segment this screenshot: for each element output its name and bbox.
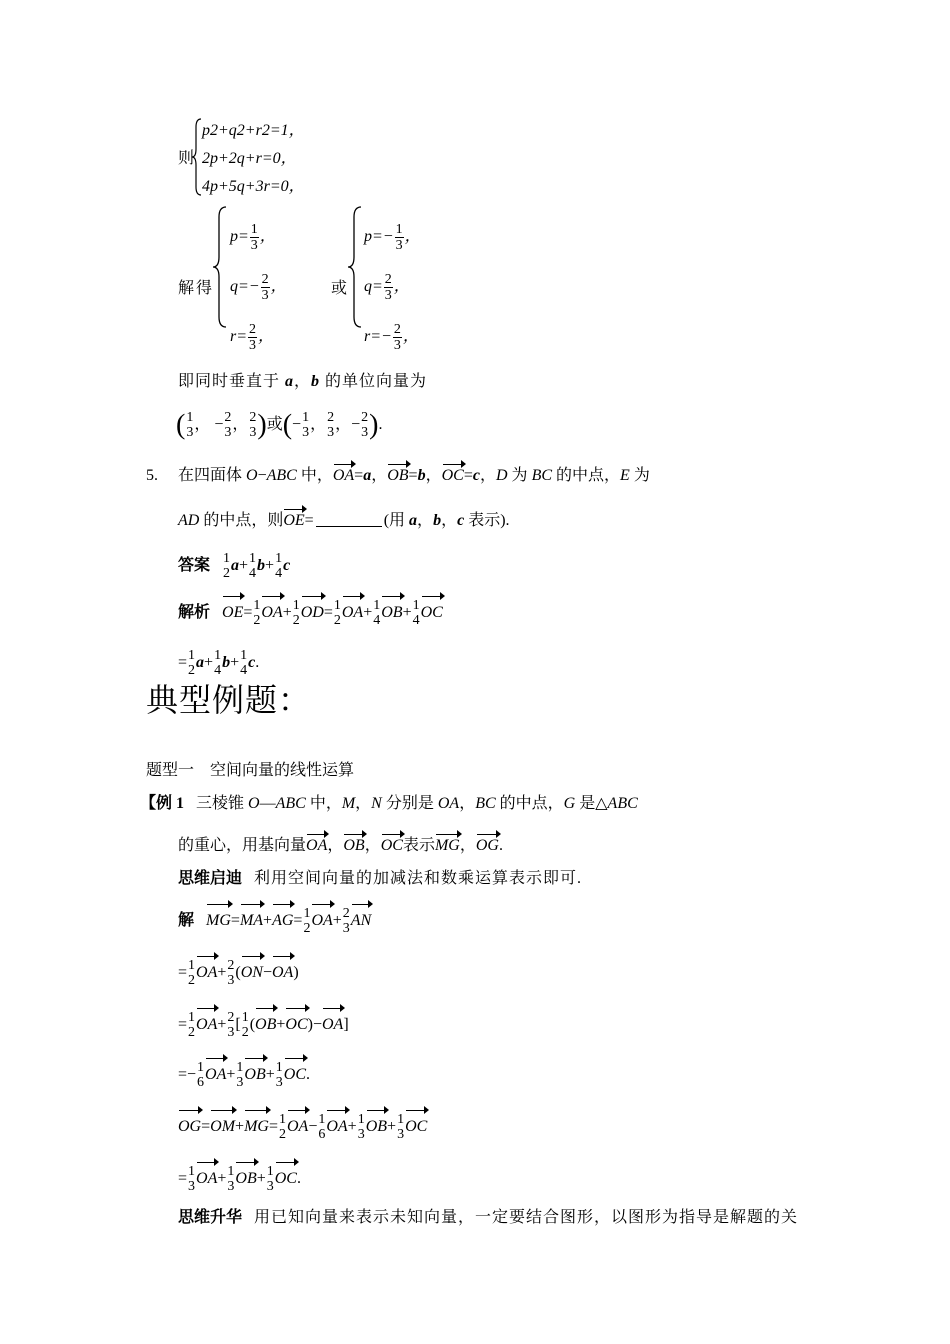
solution-line-3: = 1 2 OA+ 2 3 [ 1 2 (OB+OC)−OA] [178, 1010, 349, 1041]
q5-text-line-1: 在四面体 O−ABC 中，OA=a，OB=b，OC=c，D 为 BC 的中点，E 为 [178, 467, 650, 484]
solution-r: r= $\frac{2}{3}$ ， [230, 322, 275, 353]
solution-line-2: = 1 2 OA+ 2 3 (ON−OA) [178, 958, 299, 989]
solution-p: p=− $\frac{1}{3}$ ， [364, 222, 421, 253]
solution-line-4: =− 1 6 OA+ 1 3 OB+ 1 3 OC. [178, 1060, 310, 1091]
solution-line-1: 解 MG=MA+AG= 1 2 OA+ 2 3 AN [178, 906, 372, 937]
solve-label: 解得 [178, 280, 215, 297]
thinking-line: 思维启迪 利用空间向量的加减法和数乘运算表示即可. [178, 870, 583, 887]
sublimation-line: 思维升华 用已知向量来表示未知向量，一定要结合图形，以图形为指导是解题的关 [178, 1209, 799, 1226]
equation-line: 2p+2q+r=0， [202, 150, 297, 167]
example-line-2: 的重心，用基向量OA，OB，OC表示MG，OG. [178, 837, 503, 854]
solution-line-6: = 1 3 OA+ 1 3 OB+ 1 3 OC. [178, 1164, 301, 1195]
unit-vectors: ( 1 3 ， − 2 3 ， 2 3 )或(− 1 3 ， 2 3 ，− 2 3 ). [176, 409, 383, 441]
or-label: 或 [331, 280, 348, 297]
type-heading: 题型一 空间向量的线性运算 [146, 762, 355, 779]
then-label: 则 [178, 150, 195, 167]
analysis-line-2: = 1 2 a+ 1 4 b+ 1 4 c. [178, 648, 260, 679]
solution-q: q= $\frac{2}{3}$ ， [364, 272, 410, 303]
equation-line: p2+q2+r2=1， [202, 122, 305, 139]
unit-vector-line: 即同时垂直于 a，b 的单位向量为 [178, 373, 428, 390]
solution-r: r=− $\frac{2}{3}$ ， [364, 322, 419, 353]
section-heading: 典型例题： [146, 682, 312, 718]
solution-q: q=− $\frac{2}{3}$ ， [230, 272, 287, 303]
question-number: 5. [146, 467, 158, 484]
answer-line: 答案 1 2 a+ 1 4 b+ 1 4 c [178, 551, 291, 582]
solution-brace-1 [212, 205, 228, 329]
example-line-1: 【例 1 三棱锥 O—ABC 中，M，N 分别是 OA，BC 的中点，G 是△ABC [140, 795, 638, 812]
equation-line: 4p+5q+3r=0， [202, 178, 305, 195]
analysis-line-1: 解析 OE= 1 2 OA+ 1 2 OD= 1 2 OA+ 1 4 OB+ 1 4 OC [178, 598, 443, 629]
solution-p: p= $\frac{1}{3}$ ， [230, 222, 276, 253]
answer-blank [316, 510, 382, 527]
q5-text-line-2: AD 的中点，则OE= (用 a，b，c 表示). [178, 512, 510, 529]
solution-brace-2 [347, 205, 363, 329]
solution-line-5: OG=OM+MG= 1 2 OA− 1 6 OA+ 1 3 OB+ 1 3 OC [178, 1112, 428, 1143]
